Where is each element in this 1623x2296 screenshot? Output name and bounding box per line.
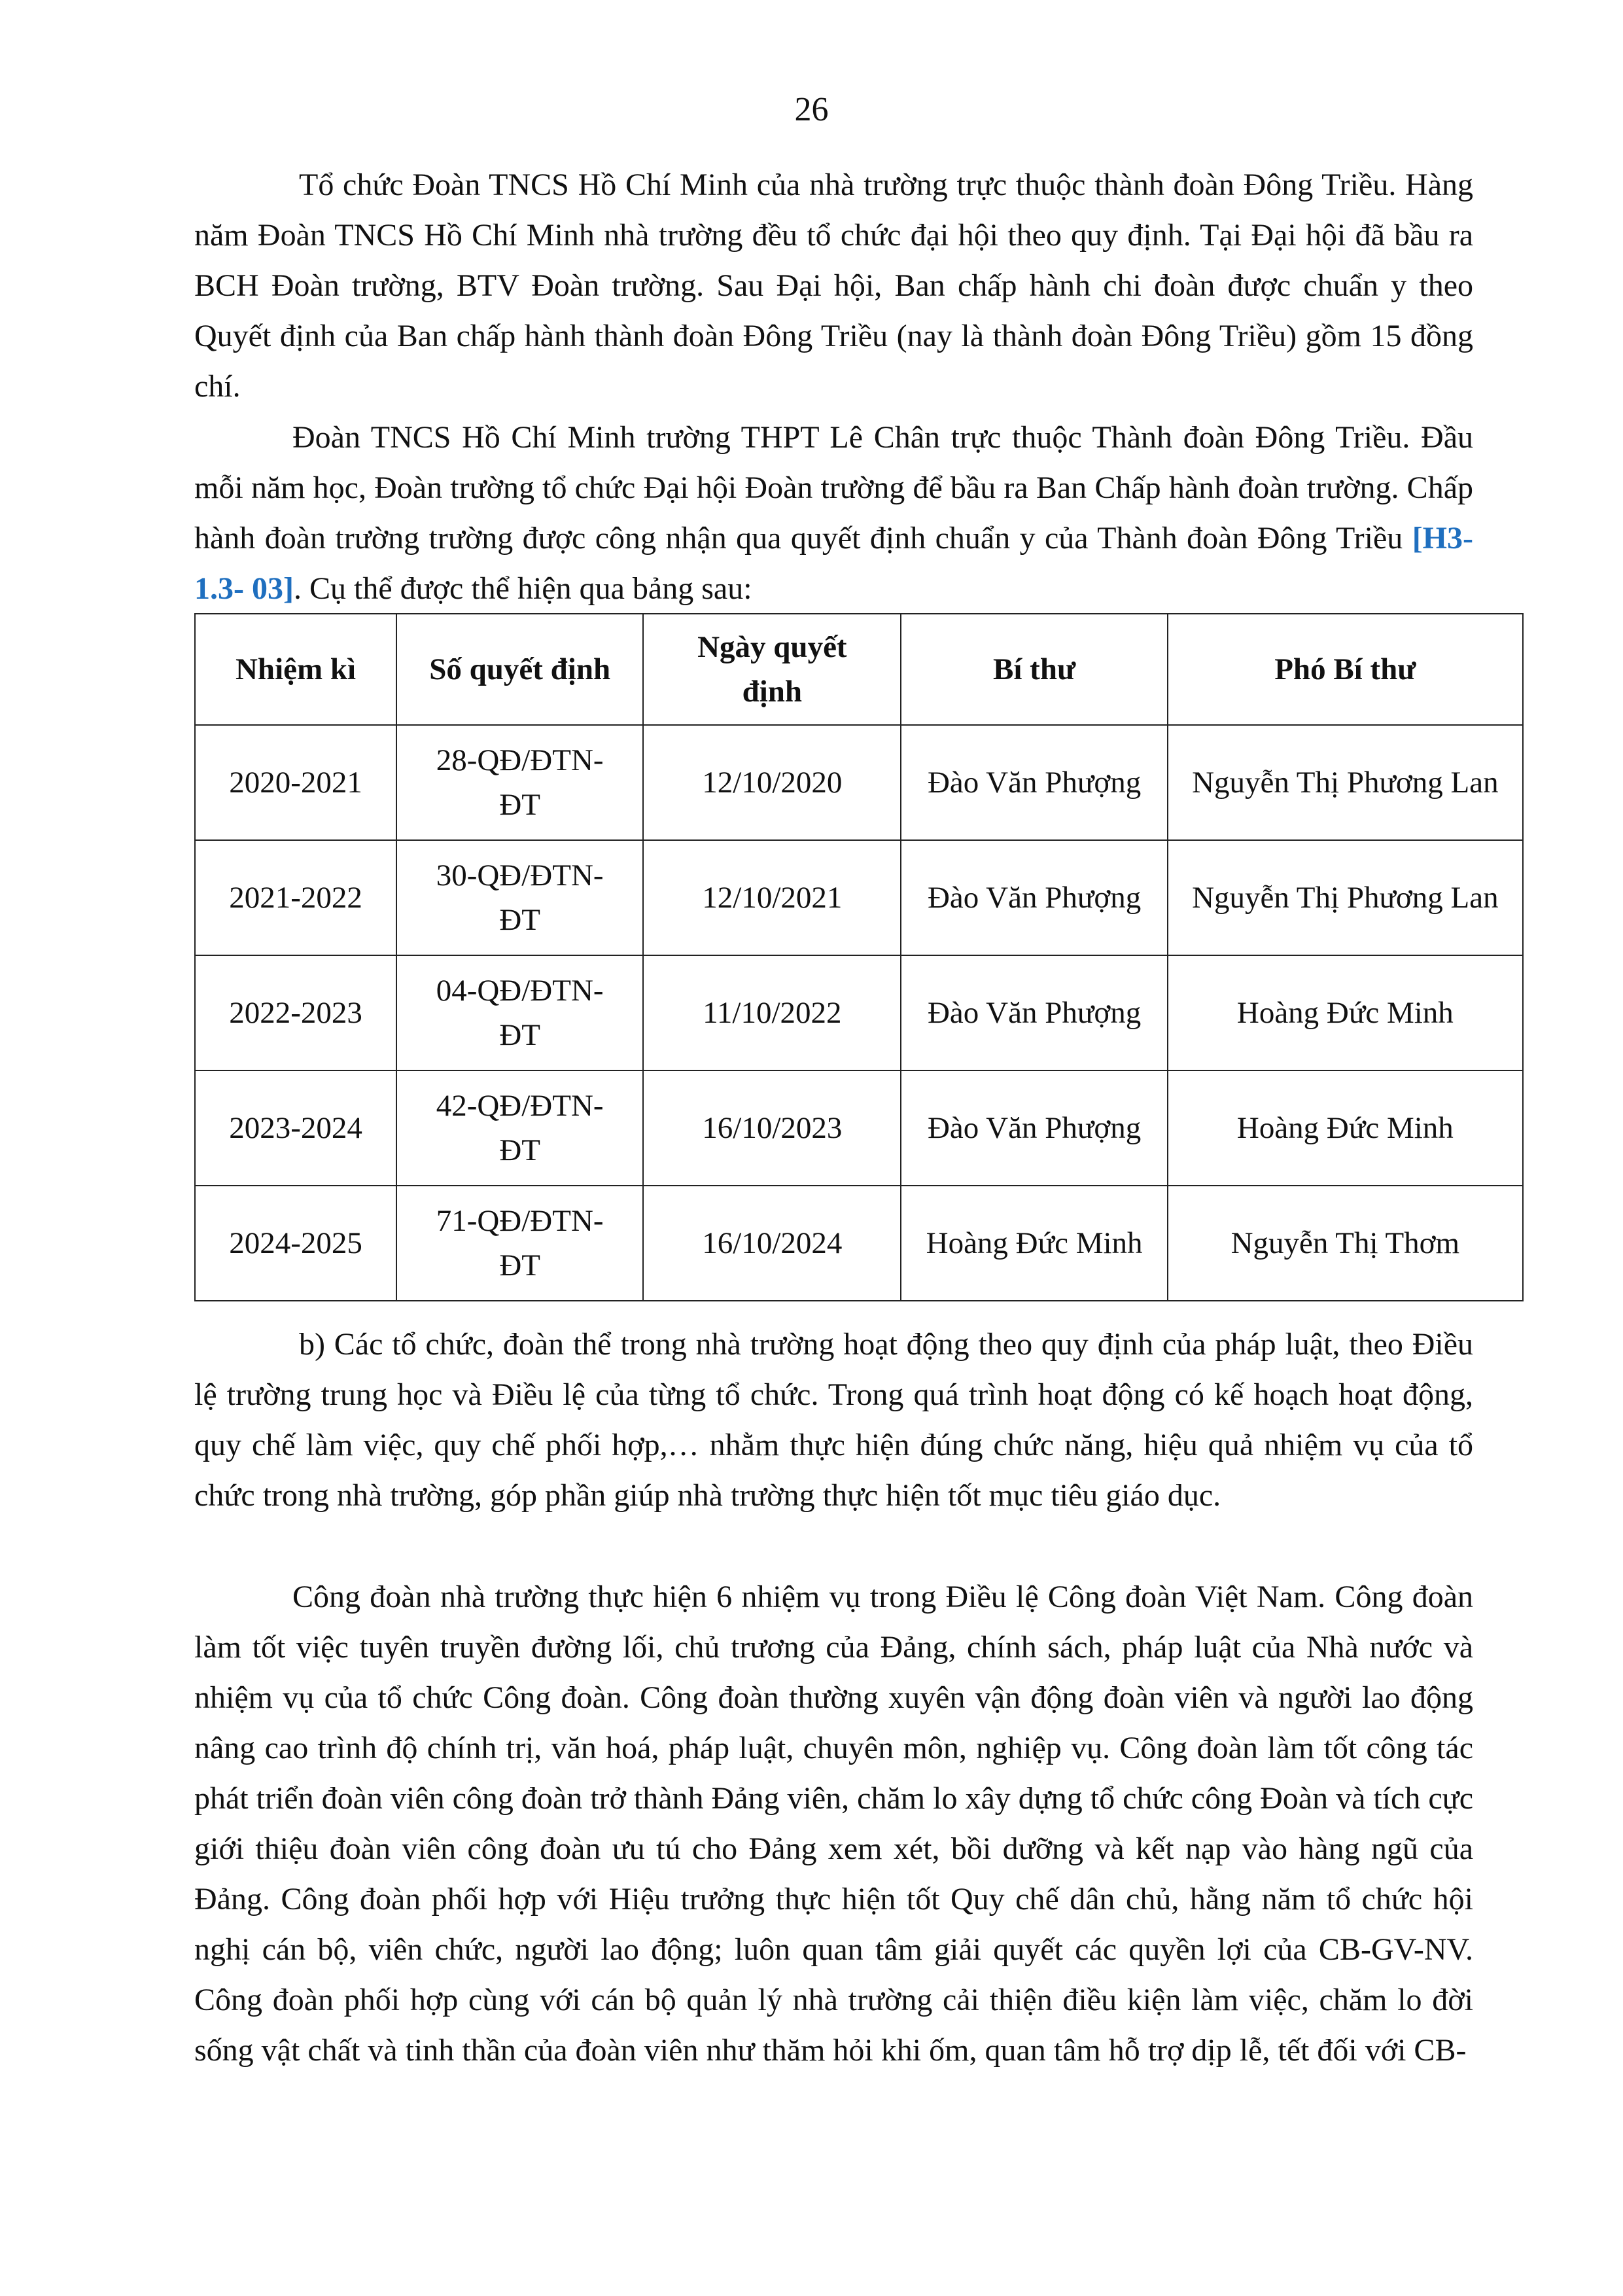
cell-decision-number — [396, 1070, 643, 1186]
decision-number-text: 04-QĐ/ĐTN-ĐT — [436, 974, 604, 1052]
cell-decision-date: 16/10/2023 — [643, 1070, 901, 1186]
cell-secretary: Hoàng Đức Minh — [901, 1186, 1167, 1301]
paragraph-youth-union-organization: Tổ chức Đoàn TNCS Hồ Chí Minh của nhà trường trực thuộc thành đoàn Đông Triều. Hàng năm Đoàn TNCS Hồ Chí Minh nhà trường đều tổ chức đại hội theo quy định. Tại Đại hội đã bầu ra BCH Đoàn trường, BTV Đoàn trường. Sau Đại hội, Ban chấp hành chi đoàn được chuẩn y theo Quyết định của Ban chấp hành thành đoàn Đông Triều (nay là thành đoàn Đông Triều) gồm 15 đồng chí. — [194, 168, 1473, 404]
table-row — [195, 1186, 1523, 1301]
cell-secretary: Đào Văn Phượng — [901, 725, 1167, 840]
cell-secretary: Đào Văn Phượng — [901, 1070, 1167, 1186]
cell-deputy-secretary: Nguyễn Thị Phương Lan — [1168, 840, 1523, 955]
cell-deputy-secretary: Hoàng Đức Minh — [1168, 1070, 1523, 1186]
table-row — [195, 955, 1523, 1070]
cell-secretary: Đào Văn Phượng — [901, 955, 1167, 1070]
table-row — [195, 725, 1523, 840]
decision-number-text: 28-QĐ/ĐTN-ĐT — [436, 743, 604, 822]
cell-decision-number — [396, 840, 643, 955]
cell-decision-date: 12/10/2020 — [643, 725, 901, 840]
paragraph-youth-union-executive — [194, 412, 1473, 614]
table-header-row — [195, 614, 1523, 725]
cell-decision-date: 12/10/2021 — [643, 840, 901, 955]
decision-number-text: 30-QĐ/ĐTN-ĐT — [436, 858, 604, 937]
table-row — [195, 1070, 1523, 1186]
cell-decision-number — [396, 1186, 643, 1301]
header-decision-date-text: Ngày quyết định — [697, 630, 847, 709]
cell-deputy-secretary: Nguyễn Thị Thơm — [1168, 1186, 1523, 1301]
cell-decision-number — [396, 955, 643, 1070]
evidence-code-link[interactable]: [H3-1.3- 03] — [194, 521, 1473, 606]
paragraph-text: . Cụ thể được thể hiện qua bảng sau: — [293, 571, 752, 606]
paragraph-organizations-activities: b) Các tổ chức, đoàn thể trong nhà trường hoạt động theo quy định của pháp luật, theo Điều lệ trường trung học và Điều lệ của từng tổ chức. Trong quá trình hoạt động có kế hoạch hoạt động, quy chế làm việc, quy chế phối hợp,… nhằm thực hiện đúng chức năng, hiệu quả nhiệm vụ của tổ chức trong nhà trường, góp phần giúp nhà trường thực hiện tốt mục tiêu giáo dục. — [194, 1327, 1473, 1513]
header-decision-number: Số quyết định — [396, 614, 643, 725]
cell-decision-date: 16/10/2024 — [643, 1186, 901, 1301]
cell-deputy-secretary: Nguyễn Thị Phương Lan — [1168, 725, 1523, 840]
cell-term: 2024-2025 — [195, 1186, 396, 1301]
header-secretary: Bí thư — [901, 614, 1167, 725]
decision-number-text: 42-QĐ/ĐTN-ĐT — [436, 1089, 604, 1167]
cell-deputy-secretary: Hoàng Đức Minh — [1168, 955, 1523, 1070]
cell-term: 2021-2022 — [195, 840, 396, 955]
paragraph-trade-union: Công đoàn nhà trường thực hiện 6 nhiệm vụ trong Điều lệ Công đoàn Việt Nam. Công đoàn làm tốt việc tuyên truyền đường lối, chủ trương của Đảng, chính sách, pháp luật của Nhà nước và nhiệm vụ của tổ chức Công đoàn. Công đoàn thường xuyên vận động đoàn viên và người lao động nâng cao trình độ chính trị, văn hoá, pháp luật, chuyên môn, nghiệp vụ. Công đoàn làm tốt công tác phát triển đoàn viên công đoàn trở thành Đảng viên, chăm lo xây dựng tổ chức công Đoàn và tích cực giới thiệu đoàn viên công đoàn ưu tú cho Đảng xem xét, bồi dưỡng và kết nạp vào hàng ngũ của Đảng. Công đoàn phối hợp với Hiệu trưởng thực hiện tốt Quy chế dân chủ, hằng năm tổ chức hội nghị cán bộ, viên chức, người lao động; luôn quan tâm giải quyết các quyền lợi của CB-GV-NV. Công đoàn phối hợp cùng với cán bộ quản lý nhà trường cải thiện điều kiện làm việc, chăm lo đời sống vật chất và tinh thần của đoàn viên như thăm hỏi khi ốm, quan tâm hỗ trợ dịp lễ, tết đối với CB- — [194, 1580, 1473, 2068]
header-deputy-secretary: Phó Bí thư — [1168, 614, 1523, 725]
paragraph-text: Đoàn TNCS Hồ Chí Minh trường THPT Lê Chân trực thuộc Thành đoàn Đông Triều. Đầu mỗi năm học, Đoàn trường tổ chức Đại hội Đoàn trường để bầu ra Ban Chấp hành đoàn trường. Chấp hành đoàn trường trường được công nhận qua quyết định chuẩn y của Thành đoàn Đông Triều — [194, 420, 1473, 556]
header-decision-date — [643, 614, 901, 725]
table-row — [195, 840, 1523, 955]
cell-decision-date: 11/10/2022 — [643, 955, 901, 1070]
cell-term: 2022-2023 — [195, 955, 396, 1070]
cell-decision-number — [396, 725, 643, 840]
cell-term: 2023-2024 — [195, 1070, 396, 1186]
executive-terms-table — [194, 613, 1524, 1301]
cell-secretary: Đào Văn Phượng — [901, 840, 1167, 955]
decision-number-text: 71-QĐ/ĐTN-ĐT — [436, 1204, 604, 1282]
header-term: Nhiệm kì — [195, 614, 396, 725]
page-number: 26 — [794, 91, 829, 128]
cell-term: 2020-2021 — [195, 725, 396, 840]
